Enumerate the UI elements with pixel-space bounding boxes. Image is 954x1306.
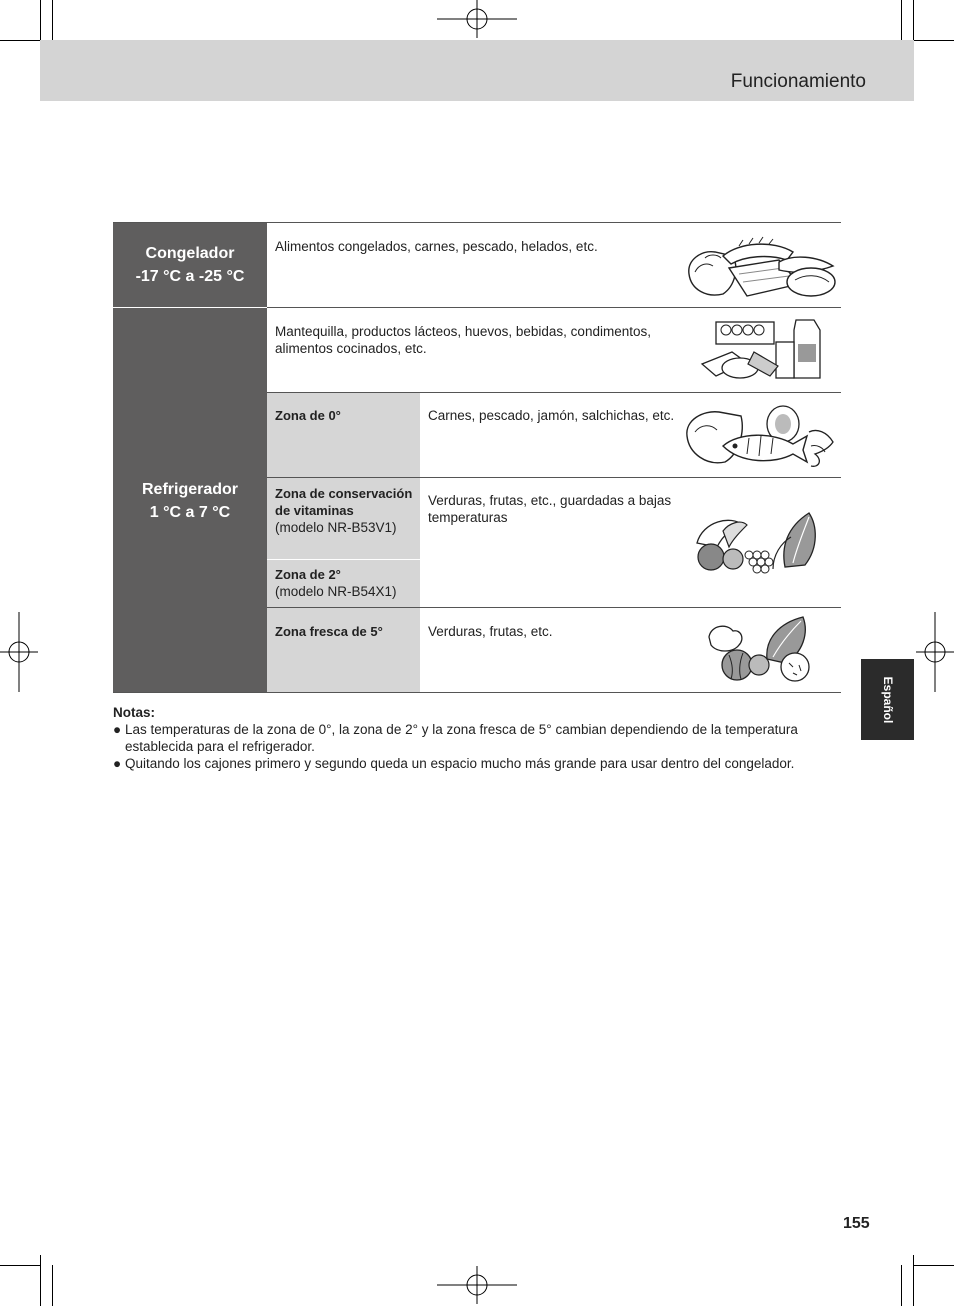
note-text: Quitando los cajones primero y segundo queda un espacio mucho más grande para usar dentro del congelador. [125, 756, 795, 771]
subzone-title: Zona fresca de 5° [275, 624, 383, 639]
fruit-vegetables-icon [693, 507, 828, 577]
table-rule [113, 692, 841, 693]
registration-mark-bottom [437, 1266, 517, 1306]
page-number: 155 [843, 1215, 870, 1232]
freezer-label-cell [113, 222, 267, 307]
table-rule [113, 222, 841, 223]
freezer-foods: Alimentos congelados, carnes, pescado, helados, etc. [275, 239, 598, 254]
subzone-foods: Verduras, frutas, etc. [428, 624, 553, 639]
language-tab [861, 659, 914, 740]
refrigerator-name: Refrigerador [141, 480, 239, 498]
subzone-cell [267, 393, 420, 478]
section-header [40, 40, 914, 101]
notes-heading: Notas: [113, 705, 156, 720]
subzone-title: Zona de 2° [275, 567, 341, 582]
subzone-cell [267, 608, 420, 693]
table-rule [267, 559, 420, 560]
note-item [113, 755, 843, 772]
note-item [113, 721, 843, 755]
table-rule [267, 607, 841, 608]
meat-fish-icon [683, 402, 841, 472]
refrigerator-foods: Mantequilla, productos lácteos, huevos, bebidas, condimentos, alimentos cocinados, etc. [275, 324, 651, 356]
bullet-icon: ● [113, 722, 122, 737]
notes-section [113, 704, 843, 772]
subzone-title: Zona de 0° [275, 408, 341, 423]
subzone-foods: Verduras, frutas, etc., guardadas a bajas temperaturas [428, 493, 672, 525]
table-rule [267, 477, 841, 478]
registration-mark-top [437, 0, 517, 40]
subzone-cell [267, 478, 420, 559]
registration-mark-right [914, 612, 954, 692]
subzone-foods: Carnes, pescado, jamón, salchichas, etc. [428, 408, 675, 423]
language-tab-label: Español [880, 676, 895, 723]
frozen-food-icon [683, 234, 841, 300]
subzone-title: Zona de conservación de vitaminas [275, 486, 413, 518]
table-rule [267, 307, 841, 308]
freezer-name: Congelador [145, 244, 235, 262]
registration-mark-left [0, 612, 40, 692]
subzone-model: (modelo NR-B53V1) [275, 520, 397, 535]
note-text: Las temperaturas de la zona de 0°, la zona de 2° y la zona fresca de 5° cambian dependiendo de la temperatura establecida para el refrigerador. [125, 722, 798, 754]
subzone-model: (modelo NR-B54X1) [275, 584, 397, 599]
refrigerator-range: 1 °C a 7 °C [149, 503, 231, 521]
subzone-cell [267, 560, 420, 607]
freezer-range: -17 °C a -25 °C [135, 267, 245, 285]
dairy-eggs-icon [696, 316, 826, 386]
refrigerator-label-cell [113, 308, 267, 693]
section-title: Funcionamiento [730, 71, 866, 92]
table-rule [267, 392, 841, 393]
fresh-produce-icon [703, 615, 831, 685]
bullet-icon: ● [113, 756, 122, 771]
storage-zones-table [113, 222, 841, 693]
